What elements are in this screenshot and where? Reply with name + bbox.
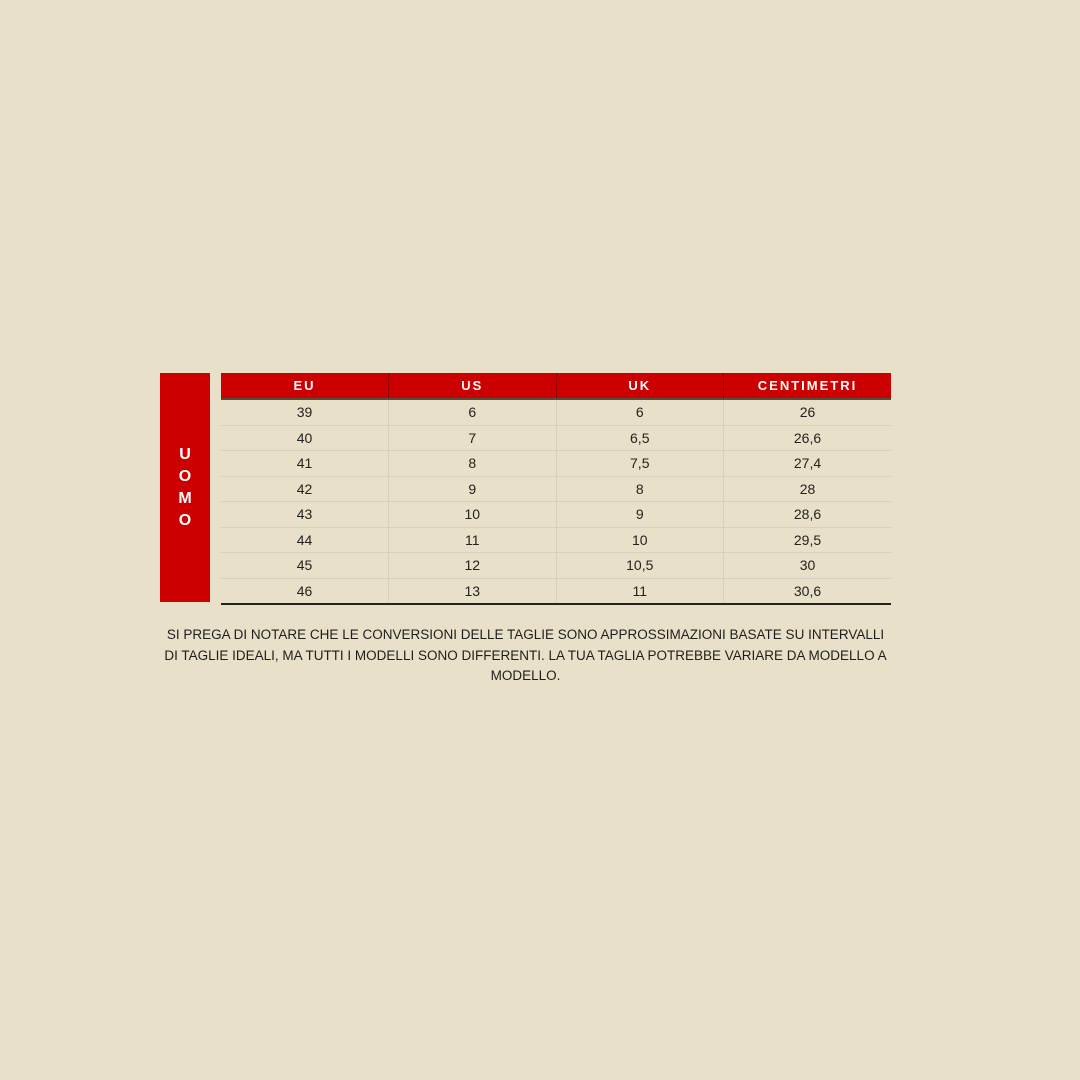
cell-cm: 30,6 bbox=[724, 578, 892, 604]
size-conversion-table bbox=[221, 373, 891, 605]
cell-us: 10 bbox=[389, 502, 557, 528]
cell-cm: 27,4 bbox=[724, 451, 892, 477]
cell-eu: 39 bbox=[221, 399, 389, 425]
header-centimetri: CENTIMETRI bbox=[724, 373, 892, 399]
header-eu: EU bbox=[221, 373, 389, 399]
cell-eu: 40 bbox=[221, 425, 389, 451]
cell-cm: 30 bbox=[724, 553, 892, 579]
table-row bbox=[221, 399, 891, 425]
cell-uk: 6,5 bbox=[556, 425, 724, 451]
cell-eu: 42 bbox=[221, 476, 389, 502]
cell-eu: 43 bbox=[221, 502, 389, 528]
table-row bbox=[221, 527, 891, 553]
cell-cm: 26 bbox=[724, 399, 892, 425]
side-label-letter: O bbox=[178, 511, 192, 529]
cell-cm: 29,5 bbox=[724, 527, 892, 553]
cell-eu: 41 bbox=[221, 451, 389, 477]
cell-eu: 44 bbox=[221, 527, 389, 553]
side-label bbox=[178, 444, 191, 532]
header-uk: UK bbox=[556, 373, 724, 399]
table-row bbox=[221, 502, 891, 528]
table-header-row bbox=[221, 373, 891, 399]
cell-us: 8 bbox=[389, 451, 557, 477]
cell-cm: 26,6 bbox=[724, 425, 892, 451]
header-us: US bbox=[389, 373, 557, 399]
side-label-letter: O bbox=[178, 467, 192, 485]
cell-cm: 28 bbox=[724, 476, 892, 502]
side-label-tab bbox=[160, 373, 210, 602]
cell-us: 9 bbox=[389, 476, 557, 502]
cell-uk: 7,5 bbox=[556, 451, 724, 477]
cell-uk: 10,5 bbox=[556, 553, 724, 579]
cell-uk: 10 bbox=[556, 527, 724, 553]
table-row bbox=[221, 451, 891, 477]
cell-us: 7 bbox=[389, 425, 557, 451]
cell-uk: 8 bbox=[556, 476, 724, 502]
cell-cm: 28,6 bbox=[724, 502, 892, 528]
cell-uk: 11 bbox=[556, 578, 724, 604]
cell-us: 6 bbox=[389, 399, 557, 425]
size-disclaimer-note: SI PREGA DI NOTARE CHE LE CONVERSIONI DELLE TAGLIE SONO APPROSSIMAZIONI BASATE SU INTERVALLI DI TAGLIE IDEALI, MA TUTTI I MODELLI SONO DIFFERENTI. LA TUA TAGLIA POTREBBE VARIARE DA MODELLO A MODELLO. bbox=[164, 627, 887, 683]
table-row bbox=[221, 425, 891, 451]
cell-us: 11 bbox=[389, 527, 557, 553]
table-row bbox=[221, 553, 891, 579]
table-row bbox=[221, 476, 891, 502]
cell-uk: 6 bbox=[556, 399, 724, 425]
cell-eu: 45 bbox=[221, 553, 389, 579]
side-label-letter: M bbox=[178, 489, 192, 507]
side-label-letter: U bbox=[179, 445, 191, 463]
cell-us: 12 bbox=[389, 553, 557, 579]
cell-uk: 9 bbox=[556, 502, 724, 528]
cell-us: 13 bbox=[389, 578, 557, 604]
cell-eu: 46 bbox=[221, 578, 389, 604]
table-row bbox=[221, 578, 891, 604]
